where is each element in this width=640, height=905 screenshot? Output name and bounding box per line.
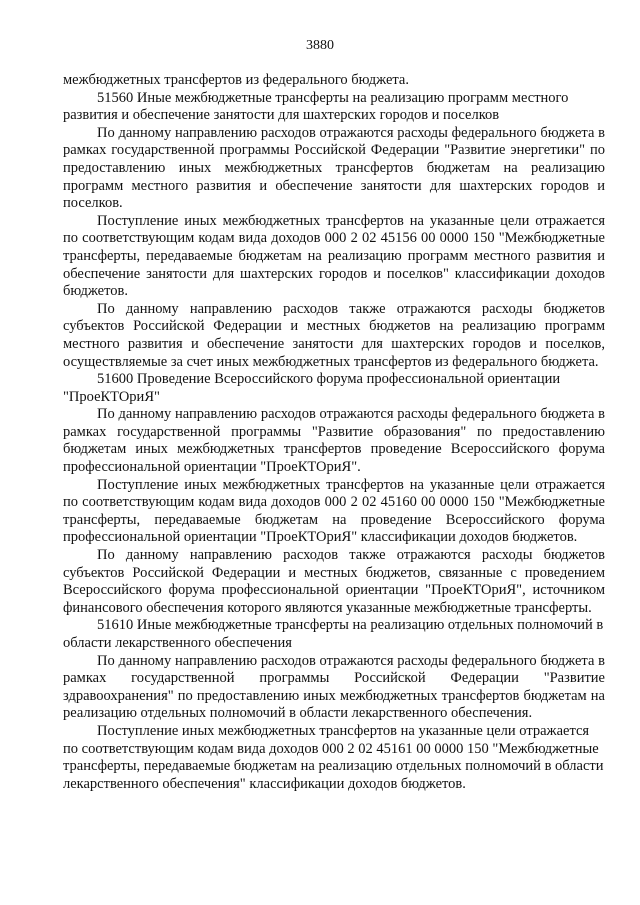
section-heading-51600: 51600 Проведение Всероссийского форума профессиональной ориентации "ПроеКТОриЯ" bbox=[63, 371, 561, 405]
paragraph: По данному направлению расходов отражаются расходы федерального бюджета в рамках государственной программы "Развитие образования" по предоставлению бюджетам иных межбюджетных трансфертов проведение Всероссийского форума профессиональной ориентации "ПроеКТОриЯ". bbox=[63, 406, 605, 476]
document-body bbox=[63, 72, 605, 793]
paragraph: По данному направлению расходов отражаются расходы федерального бюджета в рамках государственной программы Российской Федерации "Развитие энергетики" по предоставлению иных межбюджетных трансфертов бюджетам на реализацию программ местного развития и обеспечение занятости для шахтерских городов и поселков. bbox=[63, 124, 605, 212]
section-heading-51560: 51560 Иные межбюджетные трансферты на реализацию программ местного развития и обеспечение занятости для шахтерских городов и поселков bbox=[63, 89, 569, 124]
paragraph-continuation: межбюджетных трансфертов из федерального бюджета. bbox=[63, 72, 409, 88]
paragraph: По данному направлению расходов также отражаются расходы бюджетов субъектов Российской Федерации и местных бюджетов на реализацию программ местного развития и обеспечение занятости для шахтерских городов и поселков, осуществляемые за счет иных межбюджетных трансфертов из федерального бюджета. bbox=[63, 300, 605, 370]
paragraph: Поступление иных межбюджетных трансфертов на указанные цели отражается по соответствующим кодам вида доходов 000 2 02 45156 00 0000 150 "Межбюджетные трансферты, передаваемые бюджетам на реализацию программ местного развития и обеспечение занятости для шахтерских городов и поселков" классификации доходов бюджетов. bbox=[63, 212, 605, 300]
section-heading-51610: 51610 Иные межбюджетные трансферты на реализацию отдельных полномочий в области лекарственного обеспечения bbox=[63, 617, 604, 651]
paragraph: По данному направлению расходов отражаются расходы федерального бюджета в рамках государственной программы Российской Федерации "Развитие здравоохранения" по предоставлению иных межбюджетных трансфертов бюджетам на реализацию отдельных полномочий в области лекарственного обеспечения. bbox=[63, 652, 605, 722]
paragraph: Поступление иных межбюджетных трансфертов на указанные цели отражается по соответствующим кодам вида доходов 000 2 02 45161 00 0000 150 "Межбюджетные трансферты, передаваемые бюджетам на реализацию отдельных полномочий в области лекарственного обеспечения" классификации доходов бюджетов. bbox=[63, 722, 604, 792]
paragraph: По данному направлению расходов также отражаются расходы бюджетов субъектов Российской Федерации и местных бюджетов, связанные с проведением Всероссийского форума профессиональной ориентации "ПроеКТОриЯ", источником финансового обеспечения которого являются указанные межбюджетные трансферты. bbox=[63, 547, 605, 616]
paragraph: Поступление иных межбюджетных трансфертов на указанные цели отражается по соответствующим кодам вида доходов 000 2 02 45160 00 0000 150 "Межбюджетные трансферты, передаваемые бюджетам на проведение Всероссийского форума профессиональной ориентации "ПроеКТОриЯ" классификации доходов бюджетов. bbox=[63, 476, 605, 546]
page-number: 3880 bbox=[306, 38, 334, 53]
